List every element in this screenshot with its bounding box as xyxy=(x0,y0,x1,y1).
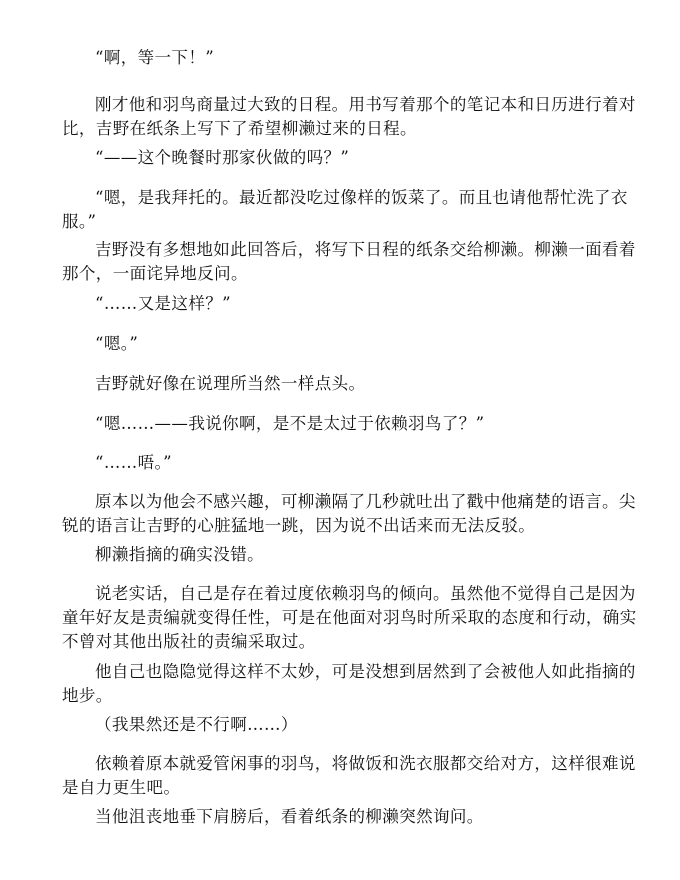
paragraph-11: 原本以为他会不感兴趣，可柳濑隔了几秒就吐出了戳中他痛楚的语言。尖锐的语言让吉野的心脏猛地一跳，因为说不出话来而无法反驳。 xyxy=(62,492,636,535)
paragraph-10: “……唔。” xyxy=(95,453,173,472)
paragraph-2: 刚才他和羽鸟商量过大致的日程。用书写着那个的笔记本和日历进行着对比，吉野在纸条上写下了希望柳濑过来的日程。 xyxy=(62,95,636,138)
paragraph-17: 当他沮丧地垂下肩膀后，看着纸条的柳濑突然询问。 xyxy=(95,807,484,826)
paragraph-16: 依赖着原本就爱管闲事的羽鸟，将做饭和洗衣服都交给对方，这样很难说是自力更生吧。 xyxy=(62,754,636,797)
paragraph-9: “嗯……——我说你啊，是不是太过于依赖羽鸟了？” xyxy=(95,414,485,433)
paragraph-8: 吉野就好像在说理所当然一样点头。 xyxy=(95,374,366,393)
paragraph-1: “啊，等一下！” xyxy=(95,48,215,67)
paragraph-15: （我果然还是不行啊……） xyxy=(95,715,298,734)
paragraph-7: “嗯。” xyxy=(95,334,139,353)
paragraph-4: “嗯，是我拜托的。最近都没吃过像样的饭菜了。而且也请他帮忙洗了衣服。” xyxy=(62,188,628,231)
paragraph-6: “……又是这样？” xyxy=(95,294,231,313)
paragraph-13: 说老实话，自己是存在着过度依赖羽鸟的倾向。虽然他不觉得自己是因为童年好友是责编就变得任性，可是在他面对羽鸟时所采取的态度和行动，确实不曾对其他出版社的责编采取过。 xyxy=(62,584,637,651)
paragraph-14: 他自己也隐隐觉得这样不太妙，可是没想到居然到了会被他人如此指摘的地步。 xyxy=(62,662,636,705)
paragraph-12: 柳濑指摘的确实没错。 xyxy=(95,545,264,564)
paragraph-5: 吉野没有多想地如此回答后，将写下日程的纸条交给柳濑。柳濑一面看着那个，一面诧异地反问。 xyxy=(62,240,636,283)
paragraph-3: “——这个晚餐时那家伙做的吗？” xyxy=(95,148,350,167)
